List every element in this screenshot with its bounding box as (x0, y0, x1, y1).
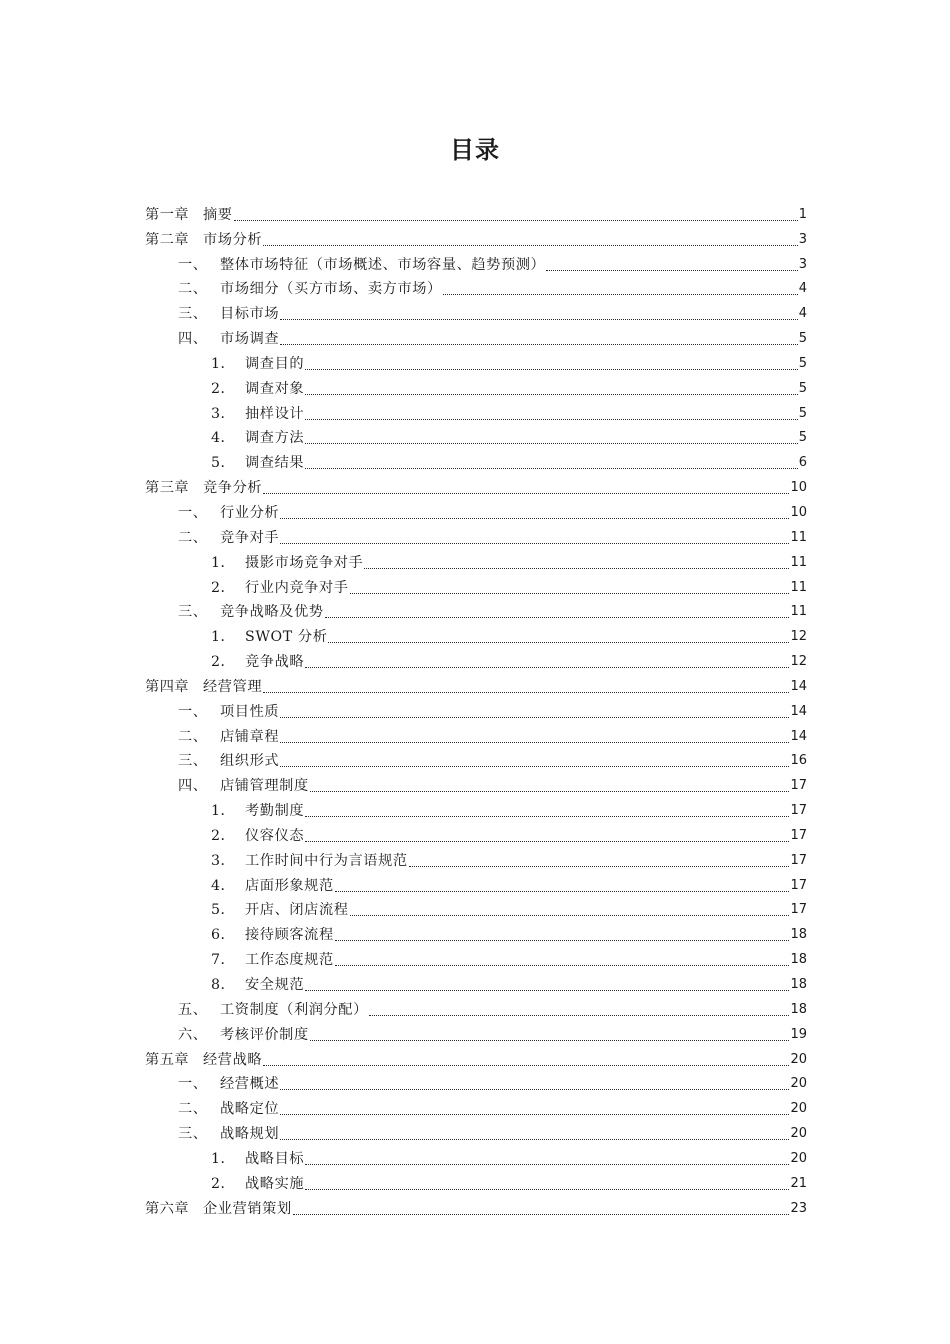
toc-entry-number: 2． (211, 654, 236, 671)
toc-entry-label: 目标市场 (220, 306, 280, 323)
toc-dot-leader (305, 1163, 789, 1165)
toc-entry-label: 调查对象 (245, 380, 305, 397)
toc-entry-number: 四、 (178, 331, 208, 348)
toc-entry-page-number: 11 (790, 554, 807, 570)
toc-entry-number: 1． (211, 1150, 236, 1167)
toc-dot-leader (293, 1213, 790, 1215)
toc-entry-page-number: 14 (790, 678, 807, 694)
toc-dot-leader (263, 244, 798, 246)
toc-entry-page-number: 11 (790, 529, 807, 545)
toc-dot-leader (280, 318, 798, 320)
toc-dot-leader (280, 1138, 789, 1140)
toc-entry-page-number: 20 (790, 1076, 807, 1092)
toc-entry-label: 调查结果 (245, 455, 305, 472)
toc-entry[interactable] (0, 423, 950, 448)
toc-dot-leader (305, 1188, 789, 1190)
toc-dot-leader (305, 467, 798, 469)
toc-entry-label: 工作时间中行为言语规范 (245, 852, 408, 869)
toc-entry-number: 一、 (178, 1076, 208, 1093)
toc-dot-leader (310, 1039, 790, 1041)
toc-entry-label: 开店、闭店流程 (245, 902, 349, 919)
toc-dot-leader (280, 542, 789, 544)
toc-entry[interactable] (0, 1143, 950, 1168)
toc-entry-number: 4． (211, 877, 236, 894)
toc-entry-number: 三、 (178, 306, 208, 323)
toc-entry-number: 二、 (178, 529, 208, 546)
toc-title: 目录 (450, 136, 500, 164)
toc-entry[interactable] (0, 199, 950, 224)
toc-entry-page-number: 21 (790, 1175, 807, 1191)
toc-entry-number: 三、 (178, 753, 208, 770)
toc-entry[interactable] (0, 1118, 950, 1143)
toc-entry-label: 店铺管理制度 (220, 778, 309, 795)
toc-entry-page-number: 14 (790, 703, 807, 719)
toc-entry-number: 一、 (178, 256, 208, 273)
toc-entry[interactable] (0, 1168, 950, 1193)
toc-entry-number: 1． (211, 803, 236, 820)
toc-entry-page-number: 17 (790, 778, 807, 794)
toc-entry-label: 仪容仪态 (245, 827, 305, 844)
toc-entry-number: 三、 (178, 604, 208, 621)
toc-entry[interactable] (0, 1093, 950, 1118)
toc-dot-leader (369, 1014, 790, 1016)
toc-entry-page-number: 14 (790, 728, 807, 744)
toc-entry-page-number: 4 (798, 306, 807, 322)
toc-dot-leader (280, 741, 789, 743)
toc-dot-leader (280, 765, 789, 767)
toc-entry[interactable] (0, 845, 950, 870)
toc-entry[interactable] (0, 447, 950, 472)
toc-entry-page-number: 17 (790, 852, 807, 868)
toc-entry-label: 安全规范 (245, 977, 305, 993)
toc-entry-page-number: 4 (798, 281, 807, 297)
toc-entry-number: 五、 (178, 1001, 208, 1018)
toc-entry-page-number: 17 (790, 877, 807, 893)
toc-entry-label: 摘要 (203, 206, 233, 223)
toc-entry-label: 摄影市场竞争对手 (245, 554, 364, 571)
toc-entry[interactable] (0, 895, 950, 920)
toc-entry-page-number: 17 (790, 827, 807, 843)
toc-entry[interactable] (0, 746, 950, 771)
toc-entry-label: 市场调查 (220, 331, 280, 348)
toc-entry-number: 2． (211, 827, 236, 844)
toc-entry[interactable] (0, 522, 950, 547)
toc-list (0, 199, 950, 1218)
toc-entry-label: 竞争战略及优势 (220, 604, 324, 621)
toc-entry[interactable] (0, 298, 950, 323)
toc-entry-number: 二、 (178, 281, 208, 298)
toc-entry[interactable] (0, 994, 950, 1019)
toc-entry-page-number: 10 (790, 504, 807, 520)
toc-dot-leader (234, 219, 798, 221)
toc-entry-label: 工作态度规范 (245, 952, 334, 969)
toc-entry-number: 一、 (178, 703, 208, 720)
toc-dot-leader (280, 517, 789, 519)
toc-entry-label: 项目性质 (220, 703, 280, 720)
toc-dot-leader (280, 716, 789, 718)
toc-entry-label: 经营管理 (203, 678, 263, 695)
toc-dot-leader (443, 293, 798, 295)
toc-entry-number: 第三章 (145, 480, 190, 497)
toc-entry-label: 组织形式 (220, 753, 280, 770)
toc-dot-leader (325, 616, 790, 618)
toc-entry-number: 2． (211, 1175, 236, 1192)
toc-entry-number: 6． (211, 927, 236, 944)
toc-dot-leader (350, 592, 790, 594)
toc-entry[interactable] (0, 969, 950, 994)
toc-entry[interactable] (0, 1044, 950, 1069)
toc-entry-number: 2． (211, 579, 236, 596)
toc-entry[interactable] (0, 497, 950, 522)
toc-entry[interactable] (0, 721, 950, 746)
toc-entry-page-number: 18 (790, 977, 807, 992)
toc-entry[interactable] (0, 1069, 950, 1094)
toc-dot-leader (263, 1064, 789, 1066)
toc-entry-number: 8． (211, 977, 236, 993)
toc-entry-label: 经营战略 (203, 1051, 263, 1068)
toc-entry-label: 店面形象规范 (245, 877, 334, 894)
toc-entry[interactable] (0, 870, 950, 895)
toc-entry-page-number: 17 (790, 803, 807, 819)
toc-dot-leader (364, 567, 789, 569)
toc-entry-page-number: 11 (790, 604, 807, 620)
toc-entry-page-number: 5 (798, 331, 807, 347)
toc-entry-page-number: 16 (790, 753, 807, 769)
toc-entry-number: 第一章 (145, 206, 190, 223)
toc-dot-leader (305, 989, 789, 991)
toc-entry[interactable] (0, 696, 950, 721)
toc-entry-page-number: 3 (798, 231, 807, 247)
toc-entry-number: 7． (211, 952, 236, 969)
toc-dot-leader (409, 865, 790, 867)
toc-entry-label: SWOT 分析 (245, 629, 328, 646)
toc-entry-label: 行业内竞争对手 (245, 579, 349, 596)
toc-dot-leader (263, 691, 789, 693)
toc-entry-page-number: 18 (790, 1001, 807, 1017)
toc-entry-number: 第四章 (145, 678, 190, 695)
toc-entry-label: 抽样设计 (245, 405, 305, 422)
toc-entry-label: 经营概述 (220, 1076, 280, 1093)
toc-entry-page-number: 3 (798, 256, 807, 272)
toc-entry-page-number: 5 (798, 380, 807, 396)
toc-entry[interactable] (0, 944, 950, 969)
toc-entry-label: 考勤制度 (245, 803, 305, 820)
toc-entry[interactable] (0, 472, 950, 497)
toc-dot-leader (335, 890, 790, 892)
toc-dot-leader (335, 939, 790, 941)
toc-entry-label: 战略实施 (245, 1175, 305, 1192)
toc-entry-label: 调查方法 (245, 430, 305, 447)
toc-dot-leader (305, 840, 789, 842)
toc-entry-label: 店铺章程 (220, 728, 280, 745)
toc-entry-page-number: 20 (790, 1051, 807, 1067)
toc-entry-number: 5． (211, 455, 236, 472)
toc-entry-number: 1． (211, 554, 236, 571)
toc-entry-page-number: 20 (790, 1101, 807, 1117)
toc-entry-number: 1． (211, 355, 236, 372)
toc-entry-label: 考核评价制度 (220, 1026, 309, 1043)
toc-entry[interactable] (0, 1019, 950, 1044)
toc-entry-number: 3． (211, 852, 236, 869)
toc-entry-label: 市场分析 (203, 231, 263, 248)
toc-entry-page-number: 5 (798, 355, 807, 371)
toc-entry[interactable] (0, 348, 950, 373)
toc-entry[interactable] (0, 919, 950, 944)
toc-dot-leader (280, 1088, 789, 1090)
toc-entry[interactable] (0, 597, 950, 622)
toc-dot-leader (305, 393, 798, 395)
toc-entry-number: 第五章 (145, 1051, 190, 1068)
toc-entry-number: 1． (211, 629, 236, 646)
toc-entry-page-number: 1 (798, 206, 807, 222)
toc-entry-number: 三、 (178, 1126, 208, 1143)
toc-entry-page-number: 20 (790, 1150, 807, 1166)
toc-entry[interactable] (0, 224, 950, 249)
toc-entry-page-number: 12 (790, 629, 807, 645)
toc-entry-label: 整体市场特征（市场概述、市场容量、趋势预测） (220, 256, 546, 273)
toc-entry-page-number: 6 (798, 455, 807, 471)
toc-dot-leader (305, 442, 798, 444)
toc-entry-page-number: 20 (790, 1126, 807, 1142)
toc-dot-leader (328, 641, 789, 643)
toc-entry-label: 企业营销策划 (203, 1200, 292, 1217)
toc-entry-page-number: 12 (790, 654, 807, 670)
toc-entry-page-number: 5 (798, 430, 807, 446)
toc-entry-number: 第二章 (145, 231, 190, 248)
toc-entry[interactable] (0, 820, 950, 845)
toc-entry[interactable] (0, 373, 950, 398)
toc-entry-number: 第六章 (145, 1200, 190, 1217)
toc-entry[interactable] (0, 671, 950, 696)
toc-entry-number: 5． (211, 902, 236, 919)
toc-entry-label: 市场细分（买方市场、卖方市场） (220, 281, 442, 298)
toc-entry[interactable] (0, 249, 950, 274)
toc-entry-label: 竞争分析 (203, 480, 263, 497)
toc-dot-leader (305, 368, 798, 370)
toc-entry-page-number: 18 (790, 952, 807, 968)
toc-entry-number: 六、 (178, 1026, 208, 1043)
toc-entry[interactable] (0, 795, 950, 820)
toc-entry-number: 二、 (178, 1101, 208, 1118)
toc-dot-leader (546, 269, 797, 271)
toc-entry-label: 工资制度（利润分配） (220, 1001, 368, 1018)
toc-entry-label: 竞争对手 (220, 529, 280, 546)
toc-entry-label: 调查目的 (245, 355, 305, 372)
toc-entry[interactable] (0, 547, 950, 572)
toc-dot-leader (280, 1113, 789, 1115)
toc-entry[interactable] (0, 323, 950, 348)
toc-entry-page-number: 5 (798, 405, 807, 421)
toc-dot-leader (335, 964, 790, 966)
toc-entry-number: 4． (211, 430, 236, 447)
toc-entry[interactable] (0, 1193, 950, 1218)
toc-entry-label: 接待顾客流程 (245, 927, 334, 944)
toc-entry[interactable] (0, 646, 950, 671)
toc-entry[interactable] (0, 621, 950, 646)
toc-entry-page-number: 10 (790, 480, 807, 496)
toc-entry[interactable] (0, 572, 950, 597)
toc-dot-leader (305, 418, 798, 420)
toc-entry-label: 竞争战略 (245, 654, 305, 671)
toc-dot-leader (305, 666, 789, 668)
toc-entry-number: 四、 (178, 778, 208, 795)
toc-entry-page-number: 23 (790, 1200, 807, 1216)
toc-entry-page-number: 17 (790, 902, 807, 918)
toc-entry-label: 战略目标 (245, 1150, 305, 1167)
toc-dot-leader (305, 815, 789, 817)
toc-dot-leader (280, 343, 798, 345)
toc-entry[interactable] (0, 398, 950, 423)
toc-entry-page-number: 11 (790, 579, 807, 595)
toc-entry-number: 2． (211, 380, 236, 397)
toc-entry-page-number: 18 (790, 927, 807, 943)
toc-dot-leader (350, 914, 790, 916)
toc-entry[interactable] (0, 770, 950, 795)
toc-dot-leader (310, 790, 790, 792)
toc-entry-number: 一、 (178, 504, 208, 521)
toc-entry-label: 行业分析 (220, 504, 280, 521)
toc-entry-label: 战略规划 (220, 1126, 280, 1143)
toc-entry[interactable] (0, 274, 950, 299)
toc-entry-number: 3． (211, 405, 236, 422)
toc-entry-number: 二、 (178, 728, 208, 745)
toc-entry-label: 战略定位 (220, 1101, 280, 1118)
toc-entry-page-number: 19 (790, 1026, 807, 1042)
toc-dot-leader (263, 492, 789, 494)
